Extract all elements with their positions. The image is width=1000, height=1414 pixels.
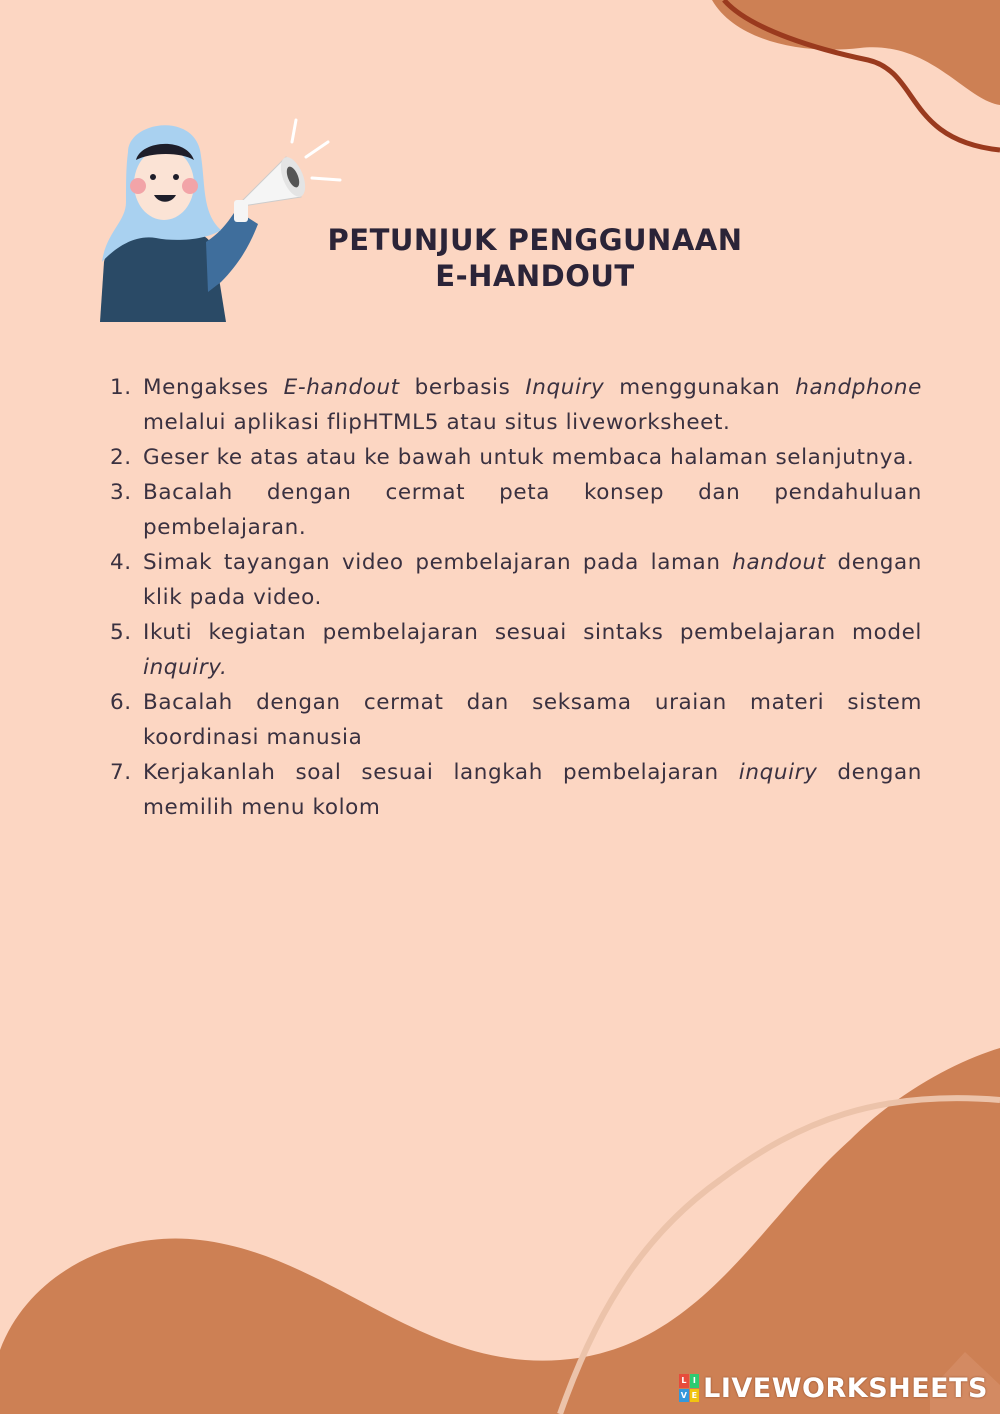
list-item-text: Bacalah dengan cermat dan seksama uraian materi sistem koordinasi manusia	[143, 690, 922, 750]
list-item-text: Bacalah dengan cermat peta konsep dan pendahuluan pembelajaran.	[143, 480, 922, 540]
list-item-text: berbasis	[399, 375, 526, 400]
logo-tile: V	[679, 1389, 689, 1403]
list-item-text: Kerjakanlah soal sesuai langkah pembelajaran	[143, 760, 739, 785]
top-right-blob	[712, 0, 1000, 105]
girl-with-megaphone-illustration	[96, 112, 346, 327]
list-item-number: 4.	[110, 550, 132, 575]
list-item-number: 1.	[110, 375, 132, 400]
list-item	[110, 440, 922, 475]
list-item-text: Simak tayangan video pembelajaran pada laman	[143, 550, 733, 575]
logo-tile: L	[679, 1374, 689, 1388]
list-item	[110, 475, 922, 545]
megaphone-icon	[234, 154, 310, 222]
logo-tile: I	[690, 1374, 700, 1388]
list-item-text: menggunakan	[604, 375, 796, 400]
brand-wordmark: LIVEWORKSHEETS	[703, 1372, 988, 1404]
title-line-1: PETUNJUK PENGGUNAAN	[327, 223, 743, 257]
list-item	[110, 545, 922, 615]
list-item-text: dengan klik pada video.	[143, 550, 922, 610]
page-title	[300, 222, 770, 294]
liveworksheets-logo-icon	[679, 1374, 699, 1402]
list-item-text: Ikuti kegiatan pembelajaran sesuai sintaks pembelajaran model	[143, 620, 922, 645]
list-item-text: dengan memilih menu kolom	[143, 760, 922, 820]
emphasized-term: inquiry	[738, 760, 818, 785]
list-item	[110, 615, 922, 685]
list-item-text: melalui aplikasi flipHTML5 atau situs liveworksheet.	[143, 410, 731, 435]
list-item-number: 3.	[110, 480, 132, 505]
title-line-2: E-HANDOUT	[435, 259, 635, 293]
list-item-number: 7.	[110, 760, 132, 785]
liveworksheets-watermark	[679, 1370, 988, 1406]
list-item-text: Geser ke atas atau ke bawah untuk membaca halaman selanjutnya.	[143, 445, 915, 470]
list-item-number: 5.	[110, 620, 132, 645]
bottom-wave	[0, 1048, 1000, 1414]
emphasized-term: inquiry.	[143, 655, 228, 680]
list-item	[110, 755, 922, 825]
list-item	[110, 685, 922, 755]
emphasized-term: Inquiry	[525, 375, 605, 400]
emphasized-term: E-handout	[283, 375, 400, 400]
list-item-number: 6.	[110, 690, 132, 715]
list-item	[110, 370, 922, 440]
instruction-list	[110, 370, 922, 825]
emphasized-term: handphone	[795, 375, 922, 400]
emphasized-term: handout	[732, 550, 826, 575]
list-item-number: 2.	[110, 445, 132, 470]
list-item-text: Mengakses	[143, 375, 284, 400]
logo-tile: E	[690, 1389, 700, 1403]
